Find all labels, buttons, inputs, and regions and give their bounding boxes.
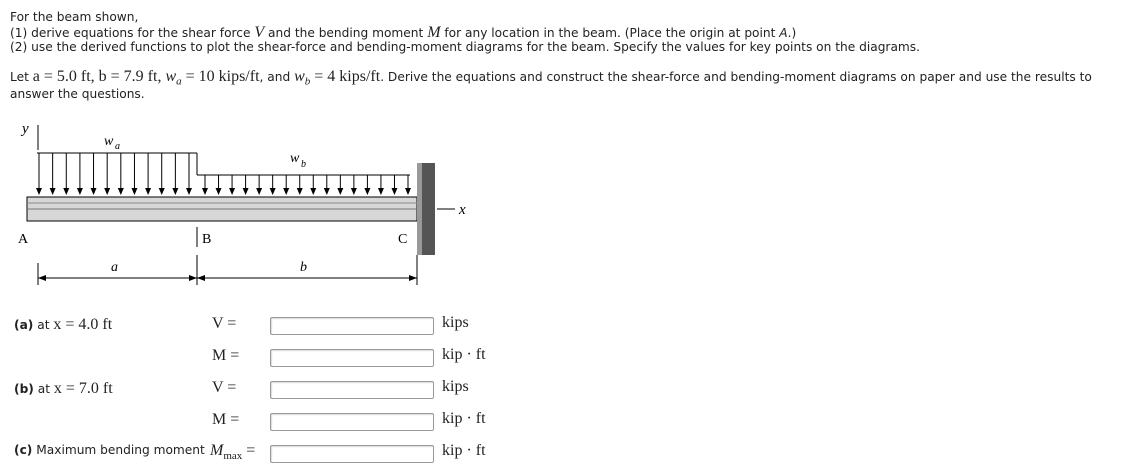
load-arrow-head xyxy=(77,188,83,195)
answer-input-Mmax[interactable] xyxy=(270,445,434,463)
given-line-1 xyxy=(10,69,1092,89)
unit-kips-a: kips xyxy=(442,314,469,331)
intro-line-2 xyxy=(10,25,796,41)
question-c-text: Maximum bending moment xyxy=(32,443,205,457)
load-arrow-head xyxy=(63,188,69,195)
question-c-label: (c) xyxy=(14,443,33,457)
var-Mmax-eq: = xyxy=(242,442,256,459)
fixed-support-edge xyxy=(417,163,422,255)
load-arrow-head xyxy=(283,188,289,195)
wb-subscript: b xyxy=(301,159,306,170)
given-wa-sub: a xyxy=(176,75,182,88)
load-arrow-head xyxy=(172,188,178,195)
y-axis-label: y xyxy=(22,121,29,137)
dimension-lines xyxy=(38,255,417,285)
intro-line-3: (2) use the derived functions to plot the shear-force and bending-moment diagrams for the beam. Specify the values for key points on the diagrams. xyxy=(10,40,921,54)
question-b xyxy=(14,380,113,398)
given-line-2: answer the questions. xyxy=(10,87,145,101)
dim-b-label: b xyxy=(300,260,307,275)
given-wa-value: = 10 kips/ft xyxy=(181,68,260,85)
load-arrow-head xyxy=(50,188,56,195)
answer-input-V-a[interactable] xyxy=(270,317,434,335)
load-arrow-head xyxy=(145,188,151,195)
unit-kips-b: kips xyxy=(442,378,469,395)
question-a-label: (a) xyxy=(14,318,34,332)
load-arrow-head xyxy=(391,188,397,195)
load-arrow-head xyxy=(229,188,235,195)
symbol-M: M xyxy=(427,24,441,41)
point-B-label: B xyxy=(202,232,212,247)
load-arrow-head xyxy=(405,188,411,195)
given-wb: w xyxy=(294,68,305,85)
given-text: . Derive the equations and construct the shear-force and bending-moment diagrams on paper and use the results to xyxy=(380,70,1092,84)
load-arrow-head xyxy=(216,188,222,195)
load-arrow-head xyxy=(256,188,262,195)
intro-text: and the bending moment xyxy=(264,26,428,40)
question-a xyxy=(14,316,112,334)
intro-text: .) xyxy=(787,26,797,40)
answer-input-V-b[interactable] xyxy=(270,381,434,399)
load-arrow-head xyxy=(324,188,330,195)
intro-text: for any location in the beam. (Place the origin at point xyxy=(440,26,780,40)
var-Mmax-sub: max xyxy=(223,450,243,463)
question-b-text: at xyxy=(33,382,54,396)
given-wb-value: = 4 kips/ft xyxy=(310,68,381,85)
load-arrow-head xyxy=(351,188,357,195)
intro-line-1: For the beam shown, xyxy=(10,10,139,24)
load-arrow-head xyxy=(202,188,208,195)
unit-kipft-b: kip · ft xyxy=(442,410,486,427)
wa-label: w xyxy=(104,134,114,149)
unit-kipft-c: kip · ft xyxy=(442,442,486,459)
given-a: a = 5.0 ft, xyxy=(32,68,99,85)
var-V-b: V = xyxy=(212,379,237,396)
load-wa xyxy=(37,153,197,175)
point-A-label: A xyxy=(18,232,29,247)
question-a-text: at xyxy=(33,318,54,332)
question-b-x: x = 7.0 ft xyxy=(53,380,113,397)
load-arrow-head xyxy=(36,188,42,195)
question-a-x: x = 4.0 ft xyxy=(53,316,113,333)
var-V-a: V = xyxy=(212,315,237,332)
load-arrow-head xyxy=(159,188,165,195)
var-Mmax-symbol: M xyxy=(210,442,224,459)
load-arrow-head xyxy=(337,188,343,195)
load-wb-arrows xyxy=(202,175,411,195)
load-arrow-head xyxy=(131,188,137,195)
dim-a-label: a xyxy=(111,260,118,275)
load-arrow-head xyxy=(364,188,370,195)
var-M-b: M = xyxy=(212,411,240,428)
point-C-label: C xyxy=(398,232,408,247)
load-wa-arrows xyxy=(36,153,192,195)
load-arrow-head xyxy=(297,188,303,195)
question-b-label: (b) xyxy=(14,382,34,396)
load-arrow-head xyxy=(243,188,249,195)
load-arrow-head xyxy=(91,188,97,195)
wa-subscript: a xyxy=(115,141,120,152)
load-arrow-head xyxy=(104,188,110,195)
load-arrow-head xyxy=(378,188,384,195)
symbol-V: V xyxy=(254,24,265,41)
unit-kipft-a: kip · ft xyxy=(442,346,486,363)
x-axis-label: x xyxy=(459,202,466,218)
wb-label: w xyxy=(290,151,300,166)
beam-diagram xyxy=(0,115,500,295)
given-text: Let xyxy=(10,70,33,84)
answer-input-M-b[interactable] xyxy=(270,413,434,431)
given-b: b = 7.9 ft, xyxy=(98,68,166,85)
given-wa: w xyxy=(165,68,177,85)
load-arrow-head xyxy=(186,188,192,195)
var-M-a: M = xyxy=(212,347,240,364)
intro-text: (1) derive equations for the shear force xyxy=(10,26,255,40)
load-arrow-head xyxy=(310,188,316,195)
load-arrow-head xyxy=(270,188,276,195)
given-wb-sub: b xyxy=(304,75,311,88)
given-text: , and xyxy=(259,70,295,84)
question-c xyxy=(14,443,205,457)
symbol-A: A xyxy=(779,26,788,40)
var-Mmax xyxy=(210,442,255,462)
load-arrow-head xyxy=(118,188,124,195)
answer-input-M-a[interactable] xyxy=(270,349,434,367)
